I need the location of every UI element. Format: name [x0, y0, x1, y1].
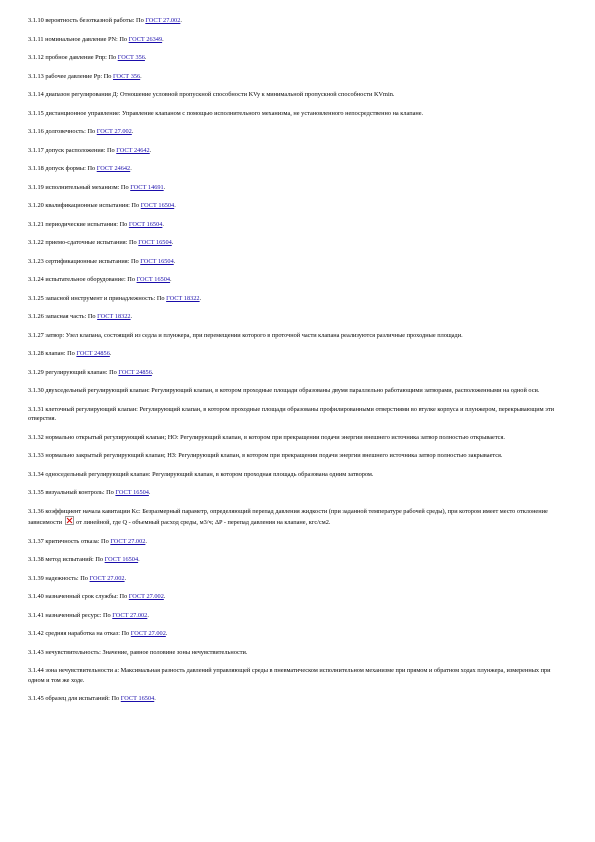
definition-3-1-22: [28, 238, 566, 248]
clause-number: 3.1.33: [28, 452, 46, 459]
clause-number: 3.1.35: [28, 489, 46, 496]
clause-number: 3.1.12: [28, 54, 46, 61]
standard-link[interactable]: ГОСТ 16504: [104, 556, 139, 563]
definition-text: пробное давление Pпр: По: [45, 54, 118, 61]
definition-3-1-44: [28, 666, 566, 685]
definition-3-1-45: [28, 694, 566, 704]
definition-text: затвор: Узел клапана, состоящий из седла и плунжера, при перемещении которого в проточной части клапана реализуются различные проходные площади.: [45, 331, 463, 339]
clause-number: 3.1.29: [28, 368, 46, 376]
standard-link[interactable]: ГОСТ 16504: [128, 220, 163, 228]
standard-link[interactable]: ГОСТ 27.002: [145, 17, 181, 24]
definition-text: клапан: По: [45, 350, 77, 357]
definition-3-1-30: [28, 386, 566, 396]
standard-link[interactable]: ГОСТ 27.002: [110, 537, 146, 545]
clause-number: 3.1.25: [28, 294, 46, 302]
definition-3-1-12: [28, 53, 566, 63]
clause-number: 3.1.15: [28, 109, 46, 117]
clause-number: 3.1.40: [28, 593, 46, 600]
definition-3-1-20: [28, 201, 566, 211]
standard-link[interactable]: ГОСТ 16504: [136, 276, 171, 283]
standard-link[interactable]: ГОСТ 27.002: [112, 611, 148, 619]
punctuation: .: [199, 294, 202, 302]
clause-number: 3.1.28: [28, 350, 46, 357]
clause-number: 3.1.11: [28, 35, 46, 43]
definition-3-1-14: [28, 90, 566, 100]
clause-number: 3.1.22: [28, 239, 46, 246]
definition-3-1-26: [28, 312, 566, 322]
definition-text: клеточный регулирующий клапан: Регулирующий клапан, в котором проходные площади образованы профилированными отверстиями во втулке корпуса и плунжером, перекрывающим эти отверстия.: [28, 405, 555, 422]
definition-text: визуальный контроль: По: [45, 489, 116, 496]
definition-text: надежность: По: [45, 574, 90, 582]
definition-text: дистанционное управление: Управление клапаном с помощью исполнительного механизма, не установленного непосредственно на клапане.: [45, 109, 424, 117]
definition-3-1-19: [28, 183, 566, 193]
definition-3-1-38: [28, 555, 566, 565]
punctuation: .: [162, 35, 164, 43]
definition-3-1-17: [28, 146, 566, 156]
definition-text: рабочее давление Pр: По: [45, 72, 113, 80]
definition-text: образец для испытаний: По: [45, 695, 121, 702]
clause-number: 3.1.41: [28, 611, 46, 619]
standard-link[interactable]: ГОСТ 24856: [76, 350, 110, 357]
definition-text: зона нечувствительности а: Максимальная разность давлений управляющей среды в пневматическом исполнительном механизме при прямом и обратном ходах плунжера, измеренных при одном и том же ходе.: [28, 667, 551, 684]
punctuation: .: [144, 54, 147, 61]
punctuation: .: [180, 17, 182, 24]
definition-text: долговечность: По: [45, 128, 97, 135]
standard-link[interactable]: ГОСТ 16504: [120, 695, 155, 702]
definition-text: исполнительный механизм: По: [45, 183, 131, 191]
definition-text: назначенный ресурс: По: [45, 611, 113, 619]
definition-text: регулирующий клапан: По: [45, 368, 119, 376]
definition-3-1-28: [28, 349, 566, 359]
definition-3-1-42: [28, 629, 566, 639]
punctuation: .: [145, 537, 147, 545]
standard-link[interactable]: ГОСТ 24856: [118, 368, 152, 376]
definition-3-1-36a: [28, 507, 566, 528]
standard-link[interactable]: ГОСТ 27.002: [89, 574, 125, 582]
definition-3-1-32: [28, 433, 566, 443]
definition-3-1-23: [28, 257, 566, 267]
definition-text: приемо-сдаточные испытания: По: [45, 239, 139, 246]
punctuation: .: [124, 574, 127, 582]
definition-text: испытательное оборудование: По: [45, 276, 137, 283]
definition-3-1-39: [28, 574, 566, 584]
definition-text: вероятность безотказной работы: По: [45, 17, 146, 24]
clause-number: 3.1.14: [28, 91, 46, 98]
punctuation: .: [171, 239, 174, 246]
clause-number: 3.1.19: [28, 183, 46, 191]
punctuation: .: [148, 489, 151, 496]
definition-3-1-29: [28, 368, 566, 378]
definition-text-continued: от линейной, где Q - объемный расход среды, м3/ч; ΔP - перепад давления на клапане, кгс/см2.: [74, 519, 331, 526]
punctuation: .: [174, 202, 176, 209]
definition-3-1-16: [28, 127, 566, 137]
definition-text: односедельный регулирующий клапан: Регулирующий клапан, в котором проходная площадь образована одним затвором.: [45, 470, 374, 478]
punctuation: .: [163, 593, 166, 600]
standard-link[interactable]: ГОСТ 14691: [130, 183, 164, 191]
clause-number: 3.1.17: [28, 146, 46, 154]
definition-3-1-15: [28, 109, 566, 119]
clause-number: 3.1.30: [28, 387, 46, 394]
definition-text: запасная часть: По: [45, 313, 98, 320]
clause-number: 3.1.16: [28, 128, 46, 135]
definition-text: допуск расположения: По: [45, 146, 117, 154]
punctuation: .: [162, 220, 164, 228]
definition-text: номинальное давление PN: По: [45, 35, 129, 43]
clause-number: 3.1.36: [28, 507, 46, 515]
definition-text: периодические испытания: По: [45, 220, 129, 228]
document-body: [28, 16, 566, 713]
definition-3-1-33: [28, 451, 566, 461]
definition-text: сертификационные испытания: По: [45, 257, 141, 265]
punctuation: .: [154, 695, 156, 702]
definition-text: квалификационные испытания: По: [45, 202, 141, 209]
definition-text: допуск формы: По: [45, 165, 97, 172]
standard-link[interactable]: ГОСТ 18322: [97, 313, 131, 320]
clause-number: 3.1.10: [28, 17, 46, 24]
standard-link[interactable]: ГОСТ 24642: [116, 146, 150, 154]
definition-3-1-24: [28, 275, 566, 285]
definition-text: нормально открытый регулирующий клапан; НО: Регулирующий клапан, в котором при прекращении подачи энергии внешнего источника затвор полностью открывается.: [45, 433, 505, 441]
clause-number: 3.1.24: [28, 276, 46, 283]
clause-number: 3.1.39: [28, 574, 46, 582]
punctuation: .: [173, 257, 176, 265]
clause-number: 3.1.42: [28, 630, 46, 637]
clause-number: 3.1.27: [28, 331, 46, 339]
clause-number: 3.1.26: [28, 313, 46, 320]
definition-3-1-21: [28, 220, 566, 230]
definition-3-1-41: [28, 611, 566, 621]
definition-3-1-35: [28, 488, 566, 498]
clause-number: 3.1.45: [28, 695, 46, 702]
punctuation: .: [140, 72, 142, 80]
definition-3-1-37: [28, 537, 566, 547]
standard-link[interactable]: ГОСТ 27.002: [130, 630, 166, 637]
standard-link[interactable]: ГОСТ 16504: [115, 489, 149, 496]
definition-3-1-34: [28, 470, 566, 480]
clause-number: 3.1.34: [28, 470, 46, 478]
standard-link[interactable]: ГОСТ 356: [112, 72, 141, 80]
definition-text: нечувствительность: Значение, равное половине зоны нечувствительности.: [45, 648, 248, 656]
definition-3-1-31: [28, 405, 566, 424]
punctuation: .: [170, 276, 172, 283]
punctuation: .: [149, 146, 152, 154]
definition-3-1-18: [28, 164, 566, 174]
punctuation: .: [163, 183, 166, 191]
standard-link[interactable]: ГОСТ 16504: [140, 202, 175, 209]
definition-text: коэффициент начала кавитации Kc: Безразмерный параметр, определяющий перепад давления жидкости (при заданной температуре рабочей среды), при котором имеет место отклонение зависимости: [28, 507, 548, 526]
clause-number: 3.1.32: [28, 433, 46, 441]
punctuation: .: [130, 313, 133, 320]
definition-text: назначенный срок службы: По: [45, 593, 129, 600]
standard-link[interactable]: ГОСТ 26349: [128, 35, 163, 43]
punctuation: .: [165, 630, 168, 637]
definition-text: метод испытаний: По: [45, 556, 105, 563]
clause-number: 3.1.31: [28, 405, 46, 413]
broken-image-icon: [65, 516, 74, 525]
clause-number: 3.1.21: [28, 220, 46, 228]
punctuation: .: [131, 128, 134, 135]
definition-text: диапазон регулирования Д: Отношение условной пропускной способности KVy к минимальной пропускной способности KVmin.: [45, 91, 395, 98]
definition-3-1-10: [28, 16, 566, 26]
clause-number: 3.1.38: [28, 556, 46, 563]
clause-number: 3.1.43: [28, 648, 46, 656]
clause-number: 3.1.20: [28, 202, 46, 209]
definition-3-1-11: [28, 35, 566, 45]
clause-number: 3.1.44: [28, 667, 46, 674]
punctuation: .: [138, 556, 140, 563]
definition-text: запасной инструмент и принадлежность: По: [45, 294, 167, 302]
standard-link[interactable]: ГОСТ 16504: [138, 239, 172, 246]
definition-3-1-25: [28, 294, 566, 304]
definition-3-1-40: [28, 592, 566, 602]
definition-text: средняя наработка на отказ: По: [45, 630, 131, 637]
punctuation: .: [147, 611, 149, 619]
definition-3-1-27: [28, 331, 566, 341]
punctuation: .: [151, 368, 154, 376]
standard-link[interactable]: ГОСТ 24642: [96, 165, 131, 172]
clause-number: 3.1.37: [28, 537, 46, 545]
definition-3-1-43: [28, 648, 566, 658]
standard-link[interactable]: ГОСТ 16504: [140, 257, 174, 265]
punctuation: .: [109, 350, 112, 357]
definition-text: нормально закрытый регулирующий клапан; НЗ: Регулирующий клапан, в котором при прекращении подачи энергии внешнего источника затвор полностью закрывается.: [45, 452, 503, 459]
standard-link[interactable]: ГОСТ 27.002: [128, 593, 164, 600]
definition-3-1-13: [28, 72, 566, 82]
standard-link[interactable]: ГОСТ 27.002: [96, 128, 132, 135]
clause-number: 3.1.23: [28, 257, 46, 265]
punctuation: .: [130, 165, 132, 172]
definition-text: двухседельный регулирующий клапан: Регулирующий клапан, в котором проходные площади образованы двумя параллельно работающими затворами, расположенными на одной оси.: [45, 387, 540, 394]
standard-link[interactable]: ГОСТ 18322: [166, 294, 200, 302]
clause-number: 3.1.13: [28, 72, 46, 80]
standard-link[interactable]: ГОСТ 356: [117, 54, 145, 61]
clause-number: 3.1.18: [28, 165, 46, 172]
definition-text: критичность отказа: По: [45, 537, 111, 545]
